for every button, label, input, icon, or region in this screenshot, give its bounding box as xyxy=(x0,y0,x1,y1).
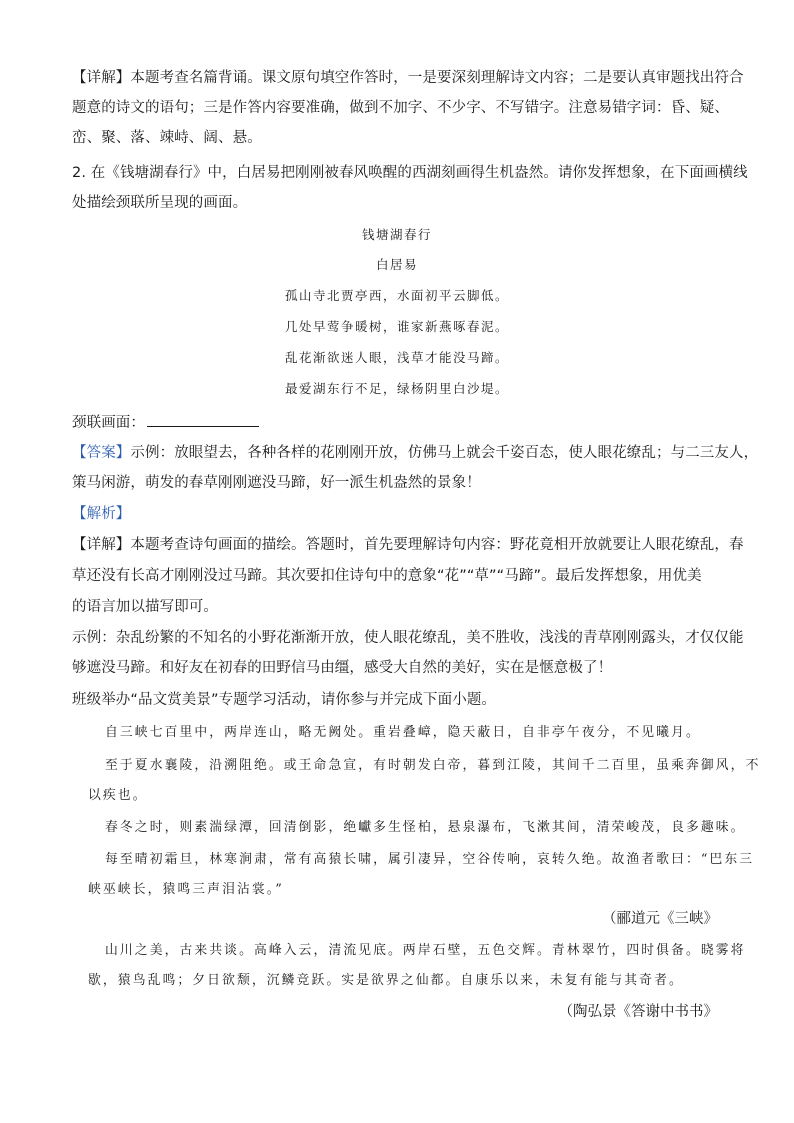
answer-line-1: 【答案】示例：放眼望去，各种各样的花刚刚开放，仿佛马上就会千姿百态，使人眼花缭乱；与二三友人， xyxy=(72,445,759,461)
question-2-line-1: 2. 在《钱塘湖春行》中，白居易把刚刚被春风唤醒的西湖刻画得生机盎然。请你发挥想象，在下面画横线 xyxy=(72,165,748,181)
detail-paragraph-1-line-2: 题意的诗文的语句；三是作答内容要准确，做到不加字、不少字、不写错字。注意易错字词：昏、疑、 xyxy=(72,100,729,116)
xiezhong-paragraph-line-1: 山川之美，古来共谈。高峰入云，清流见底。两岸石壁，五色交辉。青林翠竹，四时俱备。晓雾将 xyxy=(105,943,746,958)
example-line-1: 示例：杂乱纷繁的不知名的小野花渐渐开放，使人眼花缭乱，美不胜收，浅浅的青草刚刚露头，才仅仅能 xyxy=(72,630,744,646)
example-line-2: 够遮没马蹄。和好友在初春的田野信马由缰，感受大自然的美好，实在是惬意极了！ xyxy=(72,660,613,676)
xiezhong-paragraph-line-2: 歇，猿鸟乱鸣；夕日欲颓，沉鳞竞跃。实是欲界之仙都。自康乐以来，未复有能与其奇者。 xyxy=(88,973,684,988)
poem-line: 最爱湖东行不足，绿杨阴里白沙堤。 xyxy=(284,381,509,396)
xiezhong-source: （陶弘景《答谢中书书》 xyxy=(558,1004,718,1020)
answer-tag: 【答案】 xyxy=(72,445,131,461)
blank-label: 颈联画面： xyxy=(72,415,145,431)
poem-line: 孤山寺北贾亭西，水面初平云脚低。 xyxy=(284,288,509,303)
detail-paragraph-2-line-1: 【详解】本题考查诗句画面的描绘。答题时，首先要理解诗句内容：野花竟相开放就要让人眼花缭乱，春 xyxy=(72,537,744,553)
analysis-tag: 【解析】 xyxy=(72,506,131,522)
poem-line: 几处早莺争暖树，谁家新燕啄春泥。 xyxy=(284,319,509,334)
detail-tag: 【详解】 xyxy=(72,537,131,553)
sanxia-paragraph-2-line-2: 以疾也。 xyxy=(88,788,148,803)
sanxia-paragraph-4-line-1: 每至晴初霜旦，林寒涧肃，常有高猿长啸，属引凄异，空谷传响，哀转久绝。故渔者歌曰：“巴东三 xyxy=(105,852,755,867)
poem-author: 白居易 xyxy=(375,257,418,272)
question-2-line-2: 处描绘颈联所呈现的画面。 xyxy=(72,195,248,211)
detail-tag: 【详解】 xyxy=(72,70,131,86)
poem-title: 钱塘湖春行 xyxy=(361,227,432,242)
sanxia-paragraph-2-line-1: 至于夏水襄陵，沿溯阻绝。或王命急宣，有时朝发白帝，暮到江陵，其间千二百里，虽乘奔御风，不 xyxy=(105,758,761,773)
activity-instruction: 班级举办“品文赏美景”专题学习活动，请你参与并完成下面小题。 xyxy=(72,692,497,708)
answer-line-2: 策马闲游，萌发的春草刚刚遮没马蹄，好一派生机盎然的景象！ xyxy=(72,475,481,491)
detail-paragraph-1-line-3: 峦、聚、落、竦峙、阔、悬。 xyxy=(72,130,262,146)
detail-paragraph-2-line-2: 草还没有长高才刚刚没过马蹄。其次要扣住诗句中的意象“花”“草”“马蹄”。最后发挥想象，用优美 xyxy=(72,568,702,584)
detail-paragraph-2-line-3: 的语言加以描写即可。 xyxy=(72,599,218,615)
sanxia-paragraph-4-line-2: 峡巫峡长，猿鸣三声泪沾裳。” xyxy=(88,882,284,897)
sanxia-paragraph-1: 自三峡七百里中，两岸连山，略无阙处。重岩叠嶂，隐天蔽日，自非亭午夜分，不见曦月。 xyxy=(105,725,701,740)
sanxia-paragraph-3: 春冬之时，则素湍绿潭，回清倒影，绝巘多生怪柏，悬泉瀑布，飞漱其间，清荣峻茂，良多趣味。 xyxy=(105,820,746,835)
sanxia-source: （郦道元《三峡》 xyxy=(602,911,718,927)
poem-line: 乱花渐欲迷人眼，浅草才能没马蹄。 xyxy=(284,350,509,365)
detail-paragraph-1-line-1: 【详解】本题考查名篇背诵。课文原句填空作答时，一是要深刻理解诗文内容；二是要认真审题找出符合 xyxy=(72,70,744,86)
blank-line xyxy=(72,412,259,433)
answer-blank xyxy=(147,412,259,427)
